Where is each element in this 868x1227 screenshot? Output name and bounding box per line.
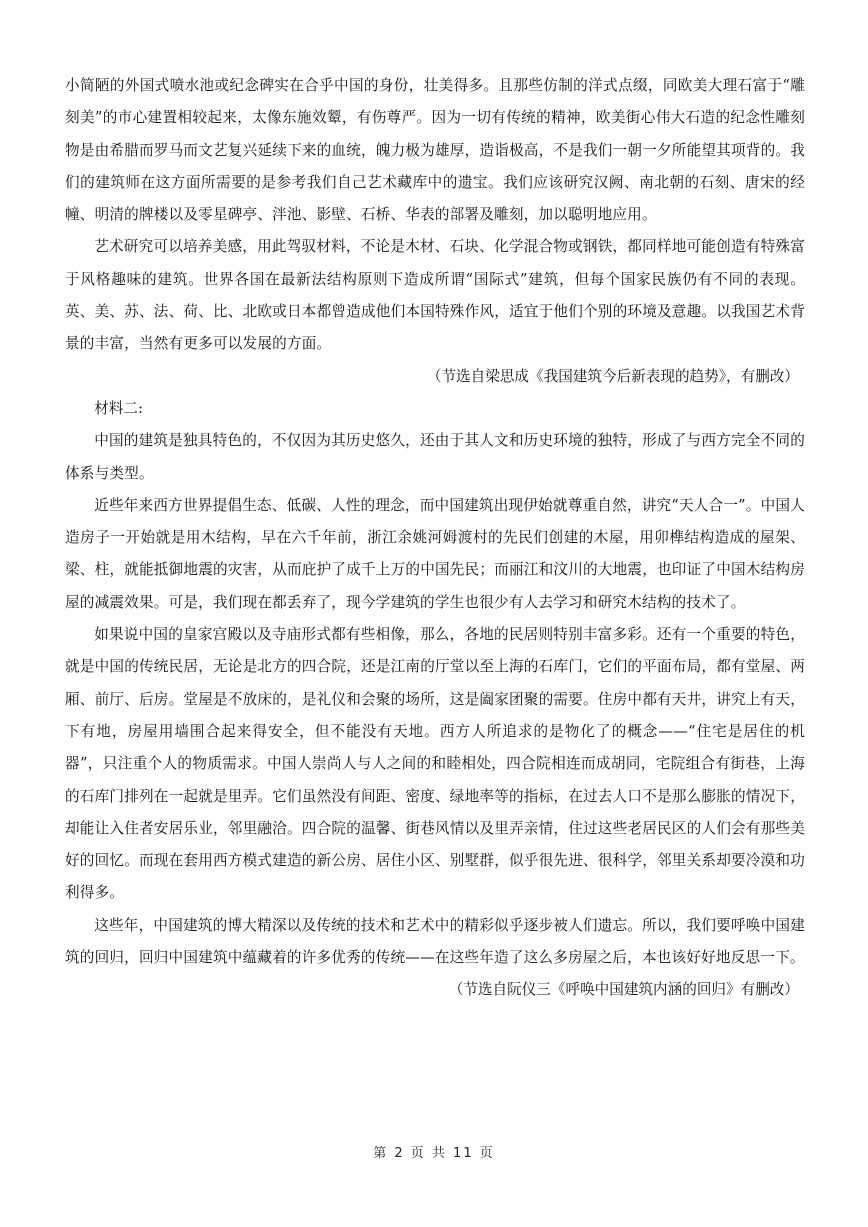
paragraph-traditional-dwellings: 如果说中国的皇家宫殿以及寺庙形式都有些相像，那么，各地的民居则特别丰富多彩。还有一个重要的特色，就是中国的传统民居，无论是北方的四合院，还是江南的厅堂以至上海的石库门，它们的平面布局，都有堂屋、两厢、前厅、后房。堂屋是不放床的，是礼仪和会聚的场所，这是阖家团聚的需要。住房中都有天井，讲究上有天，下有地，房屋用墙围合起来得安全，但不能没有天地。西方人所追求的是物化了的概念——“住宅是居住的机器”，只注重个人的物质需求。中国人崇尚人与人之间的和睦相处，四合院相连而成胡同，宅院组合有街巷，上海的石库门排列在一起就是里弄。它们虽然没有间距、密度、绿地率等的指标，在过去人口不是那么膨胀的情况下，却能让入住者安居乐业，邻里融洽。四合院的温馨、街巷风情以及里弄亲情，住过这些老居民区的人们会有那些美好的回忆。而现在套用西方模式建造的新公房、居住小区、别墅群，似乎很先进、很科学，邻里关系却要冷漠和功利得多。: [65, 626, 805, 902]
paragraph-continuation: 小简陋的外国式喷水池或纪念碑实在合乎中国的身份，壮美得多。且那些仿制的洋式点缀，同欧美大理石富于“雕刻美”的市心建置相较起来，太像东施效颦，有伤尊严。因为一切有传统的精神，欧美街心伟大石造的纪念性雕刻物是由希腊而罗马而文艺复兴延续下来的血统，魄力极为雄厚，造诣极高，不是我们一朝一夕所能望其项背的。我们的建筑师在这方面所需要的是参考我们自己艺术藏库中的遗宝。我们应该研究汉阙、南北朝的石刻、唐宋的经幢、明清的牌楼以及零星碑亭、泮池、影壁、石桥、华表的部署及雕刻，加以聪明地应用。: [65, 77, 805, 224]
paragraph-chinese-architecture-unique: 中国的建筑是独具特色的，不仅因为其历史悠久，还由于其人文和历史环境的独特，形成了与西方完全不同的体系与类型。: [65, 432, 805, 482]
paragraph-call-for-return: 这些年，中国建筑的博大精深以及传统的技术和艺术中的精彩似乎逐步被人们遗忘。所以，我们要呼唤中国建筑的回归，回归中国建筑中蕴藏着的许多优秀的传统——在这些年造了这么多房屋之后，本也该好好地反思一下。: [65, 916, 805, 967]
source-citation-1: （节选自梁思成《我国建筑今后新表现的趋势》，有删改）: [426, 367, 799, 385]
source-citation-2: （节选自阮仪三《呼唤中国建筑内涵的回归》有删改）: [448, 981, 799, 999]
document-body: [65, 70, 805, 1007]
material-two-label: 材料二:: [94, 399, 143, 417]
paragraph-art-research: 艺术研究可以培养美感，用此驾驭材料，不论是木材、石块、化学混合物或钢铁，都同样地可能创造有特殊富于风格趣味的建筑。世界各国在最新法结构原则下造成所谓“国际式”建筑，但每个国家民族仍有不同的表现。英、美、苏、法、荷、比、北欧或日本都曾造成他们本国特殊作风，适宜于他们个别的环境及意趣。以我国艺术背景的丰富，当然有更多可以发展的方面。: [65, 238, 805, 353]
page-number-footer: 第 2 页 共 11 页: [373, 1146, 495, 1161]
paragraph-wood-structure: 近些年来西方世界提倡生态、低碳、人性的理念，而中国建筑出现伊始就尊重自然，讲究“天人合一”。中国人造房子一开始就是用木结构，早在六千年前，浙江余姚河姆渡村的先民们创建的木屋，用卯榫结构造成的屋架、梁、柱，就能抵御地震的灾害，从而庇护了成千上万的中国先民；而丽江和汶川的大地震，也印证了中国木结构房屋的减震效果。可是，我们现在都丢弃了，现今学建筑的学生也很少有人去学习和研究木结构的技术了。: [65, 496, 805, 611]
